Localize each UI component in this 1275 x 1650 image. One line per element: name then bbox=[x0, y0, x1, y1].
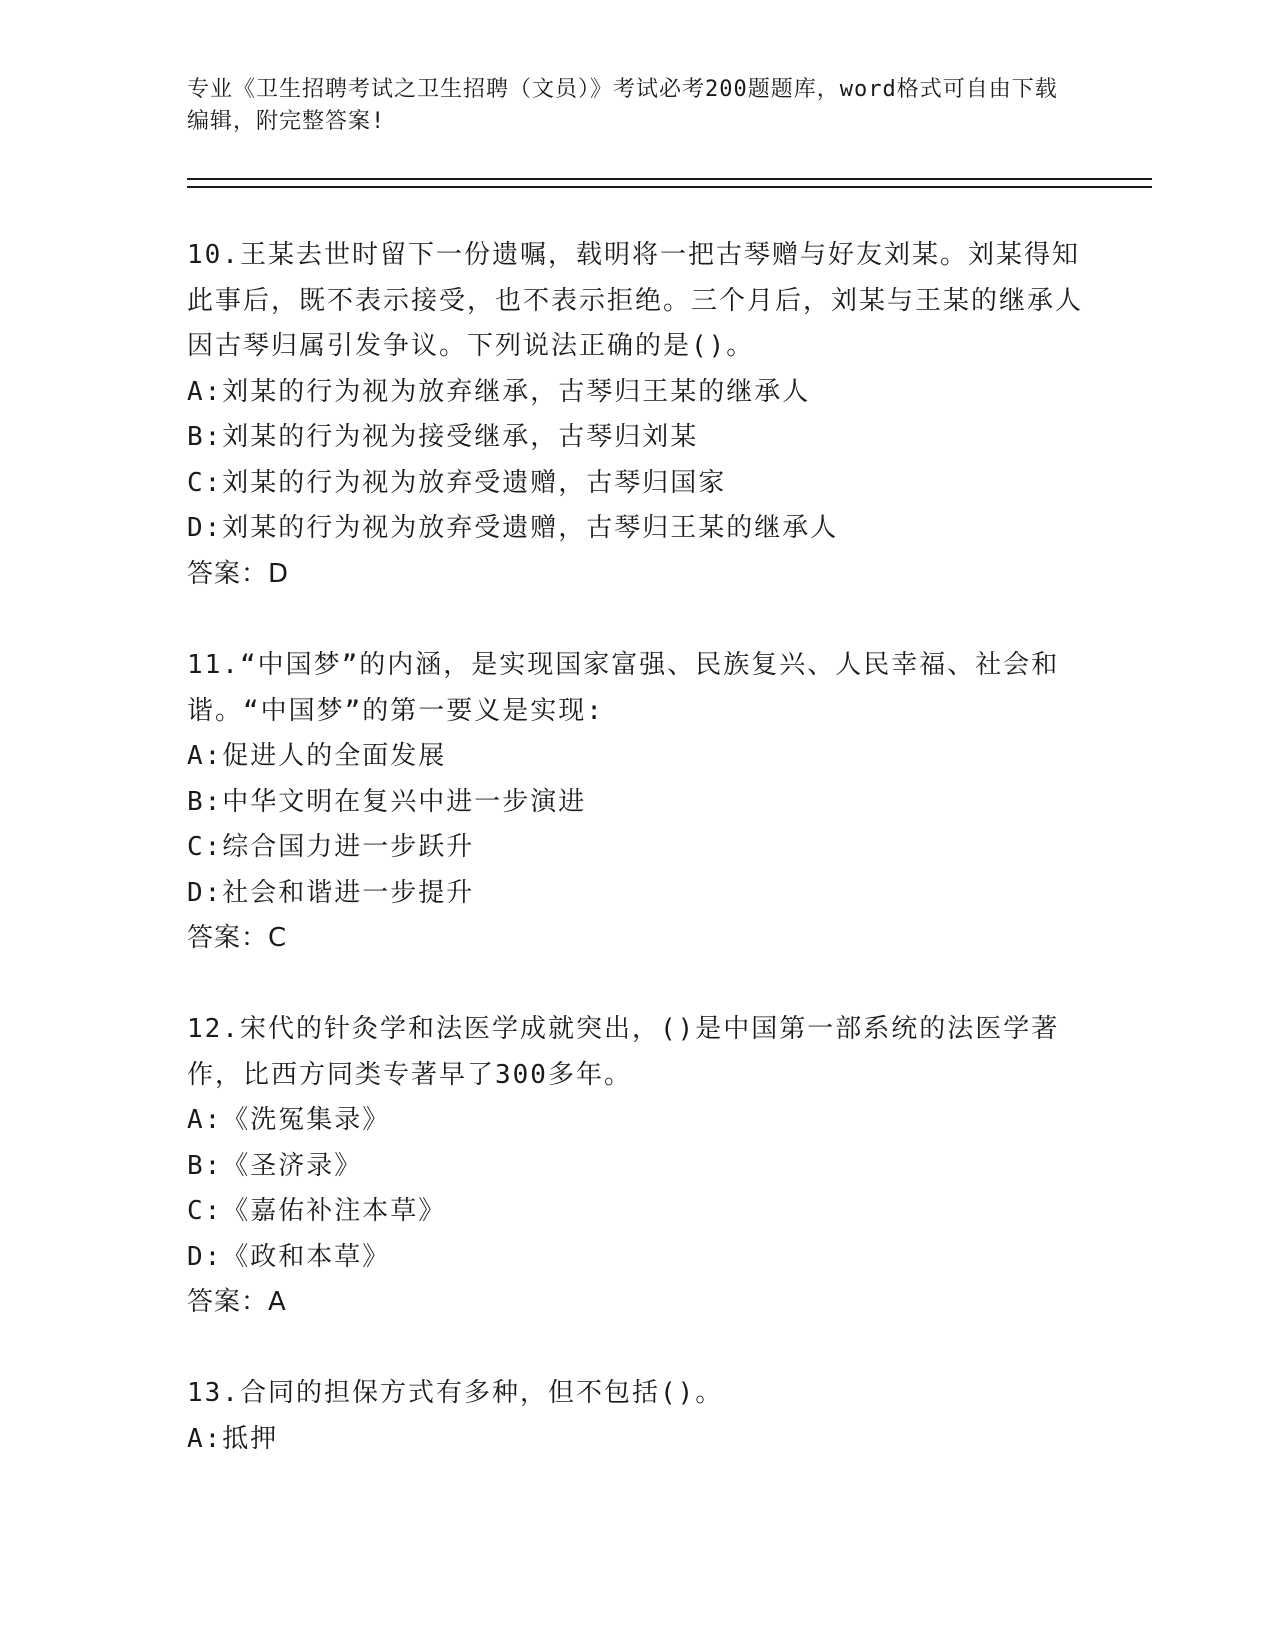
option-c: C:综合国力进一步跃升 bbox=[187, 832, 475, 862]
question-stem: 10.王某去世时留下一份遗嘱，载明将一把古琴赠与好友刘某。刘某得知此事后，既不表示接受，也不表示拒绝。三个月后，刘某与王某的继承人因古琴归属引发争议。下列说法正确的是()。 bbox=[187, 240, 1084, 361]
option-d: D:《政和本草》 bbox=[187, 1241, 391, 1272]
option-c: C:刘某的行为视为放弃受遗赠，古琴归国家 bbox=[187, 467, 727, 498]
option-a: A:《洗冤集录》 bbox=[187, 1105, 391, 1135]
option-a: A:刘某的行为视为放弃继承，古琴归王某的继承人 bbox=[187, 376, 811, 407]
header-divider bbox=[187, 178, 1152, 188]
option-b: B:《圣济录》 bbox=[187, 1150, 363, 1181]
option-c: C:《嘉佑补注本草》 bbox=[187, 1196, 447, 1226]
question-stem: 11.“中国梦”的内涵，是实现国家富强、民族复兴、人民幸福、社会和谐。“中国梦”的第一要义是实现: bbox=[187, 650, 1060, 726]
answer-line: 答案：C bbox=[187, 923, 288, 953]
option-d: D:刘某的行为视为放弃受遗赠，古琴归王某的继承人 bbox=[187, 513, 839, 543]
document-header: 专业《卫生招聘考试之卫生招聘（文员）》考试必考200题题库，word格式可自由下载编辑，附完整答案! bbox=[187, 77, 1058, 134]
option-a: A:抵押 bbox=[187, 1423, 279, 1454]
question-stem: 13.合同的担保方式有多种，但不包括()。 bbox=[187, 1378, 724, 1408]
answer-line: 答案：D bbox=[187, 558, 290, 589]
question-11 bbox=[187, 643, 1087, 962]
answer-line: 答案：A bbox=[187, 1287, 287, 1317]
question-12 bbox=[187, 1007, 1087, 1326]
option-b: B:中华文明在复兴中进一步演进 bbox=[187, 786, 587, 817]
option-a: A:促进人的全面发展 bbox=[187, 741, 447, 771]
question-13 bbox=[187, 1371, 1087, 1462]
question-10 bbox=[187, 233, 1087, 597]
question-stem: 12.宋代的针灸学和法医学成就突出，()是中国第一部系统的法医学著作，比西方同类专著早了300多年。 bbox=[187, 1014, 1060, 1090]
option-b: B:刘某的行为视为接受继承，古琴归刘某 bbox=[187, 422, 699, 452]
option-d: D:社会和谐进一步提升 bbox=[187, 877, 475, 908]
